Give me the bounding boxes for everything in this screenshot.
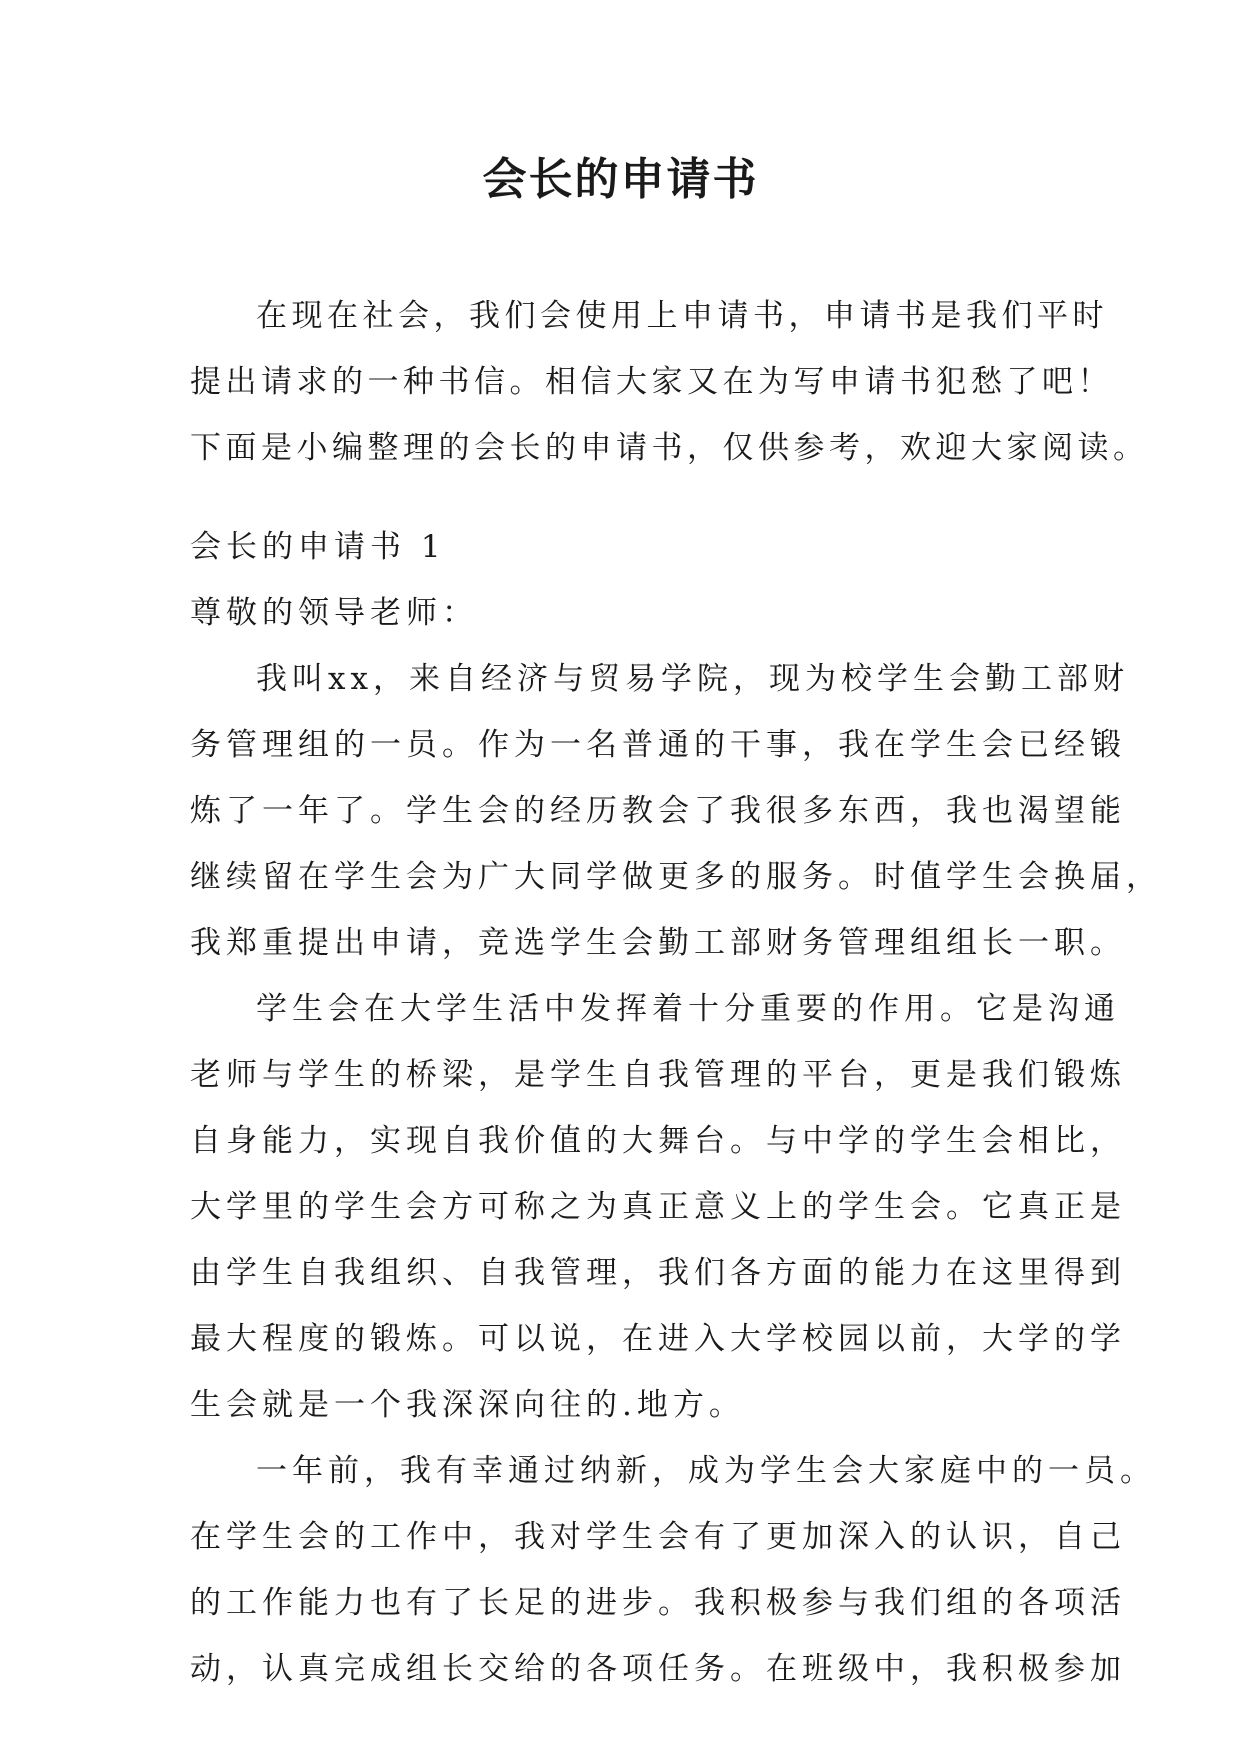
paragraph-line: 我叫xx，来自经济与贸易学院，现为校学生会勤工部财 <box>256 661 1129 697</box>
paragraph-3 <box>190 1438 1156 1702</box>
paragraph-line: 大学里的学生会方可称之为真正意义上的学生会。它真正是 <box>190 1189 1126 1225</box>
paragraph-line: 生会就是一个我深深向往的.地方。 <box>190 1387 745 1423</box>
paragraph-line: 继续留在学生会为广大同学做更多的服务。时值学生会换届， <box>190 859 1162 895</box>
paragraph-line: 我郑重提出申请，竞选学生会勤工部财务管理组组长一职。 <box>190 925 1126 961</box>
salutation: 尊敬的领导老师： <box>190 595 478 631</box>
paragraph-line: 在学生会的工作中，我对学生会有了更加深入的认识，自己 <box>190 1519 1126 1555</box>
paragraph-line: 一年前，我有幸通过纳新，成为学生会大家庭中的一员。 <box>256 1453 1156 1489</box>
paragraph-line: 最大程度的锻炼。可以说，在进入大学校园以前，大学的学 <box>190 1321 1126 1357</box>
document-title: 会长的申请书 <box>482 154 759 205</box>
intro-line: 提出请求的一种书信。相信大家又在为写申请书犯愁了吧！ <box>190 364 1113 400</box>
intro-line: 下面是小编整理的会长的申请书，仅供参考，欢迎大家阅读。 <box>190 430 1149 466</box>
paragraph-line: 自身能力，实现自我价值的大舞台。与中学的学生会相比， <box>190 1123 1126 1159</box>
paragraph-line: 学生会在大学生活中发挥着十分重要的作用。它是沟通 <box>256 991 1120 1027</box>
intro-paragraph <box>190 283 1149 481</box>
paragraph-line: 由学生自我组织、自我管理，我们各方面的能力在这里得到 <box>190 1255 1126 1291</box>
letter-body <box>190 514 1162 1702</box>
paragraph-line: 炼了一年了。学生会的经历教会了我很多东西，我也渴望能 <box>190 793 1126 829</box>
intro-line: 在现在社会，我们会使用上申请书，申请书是我们平时 <box>256 298 1108 334</box>
paragraph-line: 的工作能力也有了长足的进步。我积极参与我们组的各项活 <box>190 1585 1126 1621</box>
section-heading: 会长的申请书 1 <box>190 529 446 565</box>
paragraph-2 <box>190 976 1126 1438</box>
paragraph-line: 务管理组的一员。作为一名普通的干事，我在学生会已经锻 <box>190 727 1126 763</box>
paragraph-line: 动，认真完成组长交给的各项任务。在班级中，我积极参加 <box>190 1651 1126 1687</box>
paragraph-1 <box>190 646 1162 976</box>
paragraph-line: 老师与学生的桥梁，是学生自我管理的平台，更是我们锻炼 <box>190 1057 1126 1093</box>
